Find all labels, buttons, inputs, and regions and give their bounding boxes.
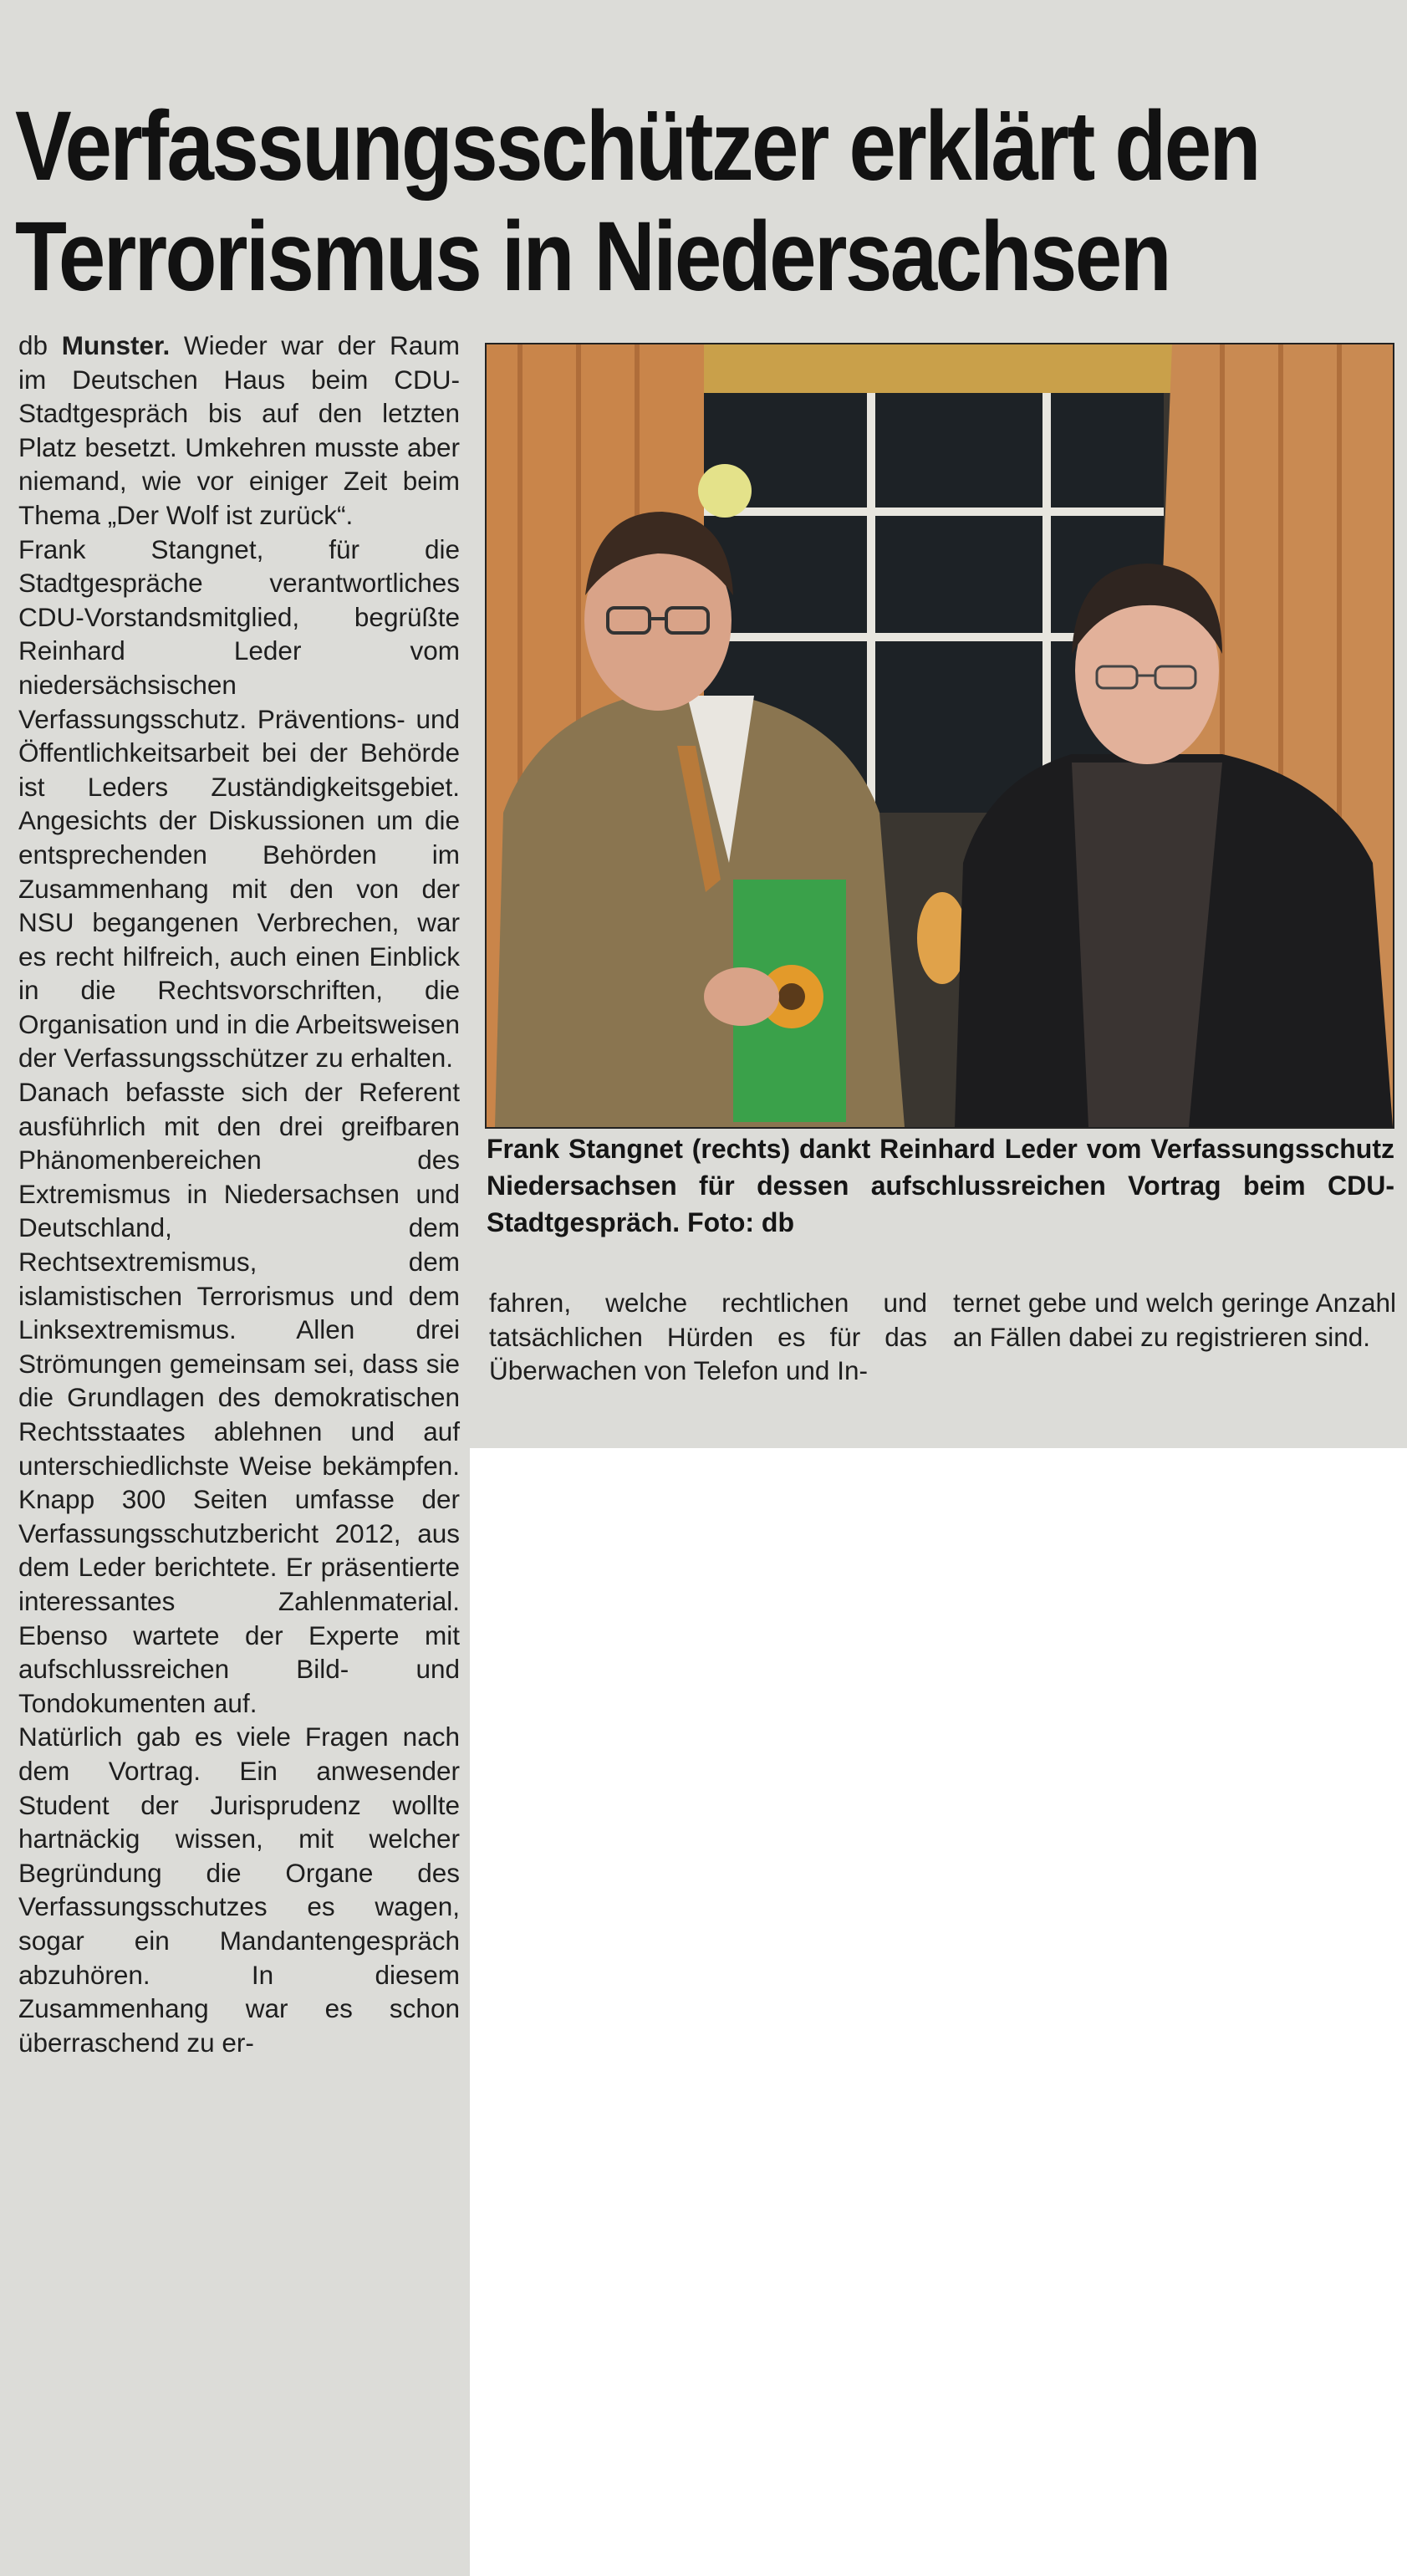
curtain-valance xyxy=(679,344,1180,393)
article-column-3 xyxy=(953,1286,1396,1354)
dateline-place: Munster. xyxy=(61,330,171,360)
article-column-1 xyxy=(18,329,460,2059)
lamp-glow xyxy=(698,464,752,518)
article-paragraph: Frank Stangnet, für die Stadtgespräche verantwortliches CDU-Vorstandsmitglied, begrüßte Reinhard Leder vom niedersächsischen Verfassungsschutz. Präventions- und Öffentlichkeitsarbeit bei der Behörde ist Leders Zuständigkeitsgebiet. Angesichts der Diskussionen um die entsprechenden Behörden im Zusammenhang mit den von der NSU begangenen Verbrechen, war es recht hilfreich, auch einen Einblick in die Rechtsvorschriften, die Organisation und in die Arbeitsweisen der Verfassungsschützer zu erhalten. xyxy=(18,533,460,1074)
lead-text: Wieder war der Raum im Deutschen Haus beim CDU-Stadtgespräch bis auf den letzten Platz besetzt. Umkehren musste aber niemand, wie vor einiger Zeit beim Thema „Der Wolf ist zurück“. xyxy=(18,330,460,530)
article-paragraph: fahren, welche rechtlichen und tatsächlichen Hürden es für das Überwachen von Telefon und In- xyxy=(489,1288,927,1386)
sunflower-center xyxy=(778,983,805,1010)
article-paragraph: Natürlich gab es viele Fragen nach dem Vortrag. Ein anwesender Student der Jurisprudenz wollte hartnäckig wissen, mit welcher Begründung die Organe des Verfassungsschutzes es wagen, sogar ein Mandantengespräch abzuhören. In diesem Zusammenhang war es schon überraschend zu er- xyxy=(18,1722,460,2058)
article-paragraph: Danach befasste sich der Referent ausführlich mit den drei greifbaren Phänomenbereichen des Extremismus in Niedersachsen und Deutschland, dem Rechtsextremismus, dem islamistischen Terrorismus und dem Linksextremismus. Allen drei Strömungen gemeinsam sei, dass sie die Grundlagen des demokratischen Rechtsstaates ablehnen und auf unterschiedlichste Weise bekämpfen. Knapp 300 Seiten umfasse der Verfassungsschutzbericht 2012, aus dem Leder berichtete. Er präsentierte interessantes Zahlenmaterial. Ebenso wartete der Experte mit aufschlussreichen Bild- und Tondokumenten auf. xyxy=(18,1077,460,1718)
article-paragraph: ternet gebe und welch geringe Anzahl an Fällen dabei zu registrieren sind. xyxy=(953,1288,1396,1352)
person-left-hand xyxy=(704,967,779,1026)
article-column-2 xyxy=(489,1286,927,1388)
headline-line-1: Verfassungsschützer erklärt den xyxy=(15,91,1259,202)
dateline-author: db xyxy=(18,330,48,360)
headline xyxy=(15,91,1259,313)
article-photo xyxy=(485,343,1394,1129)
photo-illustration xyxy=(487,344,1393,1127)
photo-caption: Frank Stangnet (rechts) dankt Reinhard Leder vom Verfassungsschutz Niedersachsen für dessen aufschlussreichen Vortrag beim CDU-Stadtgespräch. Foto: db xyxy=(487,1134,1394,1237)
article-lead-paragraph xyxy=(18,329,460,533)
headline-line-2: Terrorismus in Niedersachsen xyxy=(15,201,1170,313)
